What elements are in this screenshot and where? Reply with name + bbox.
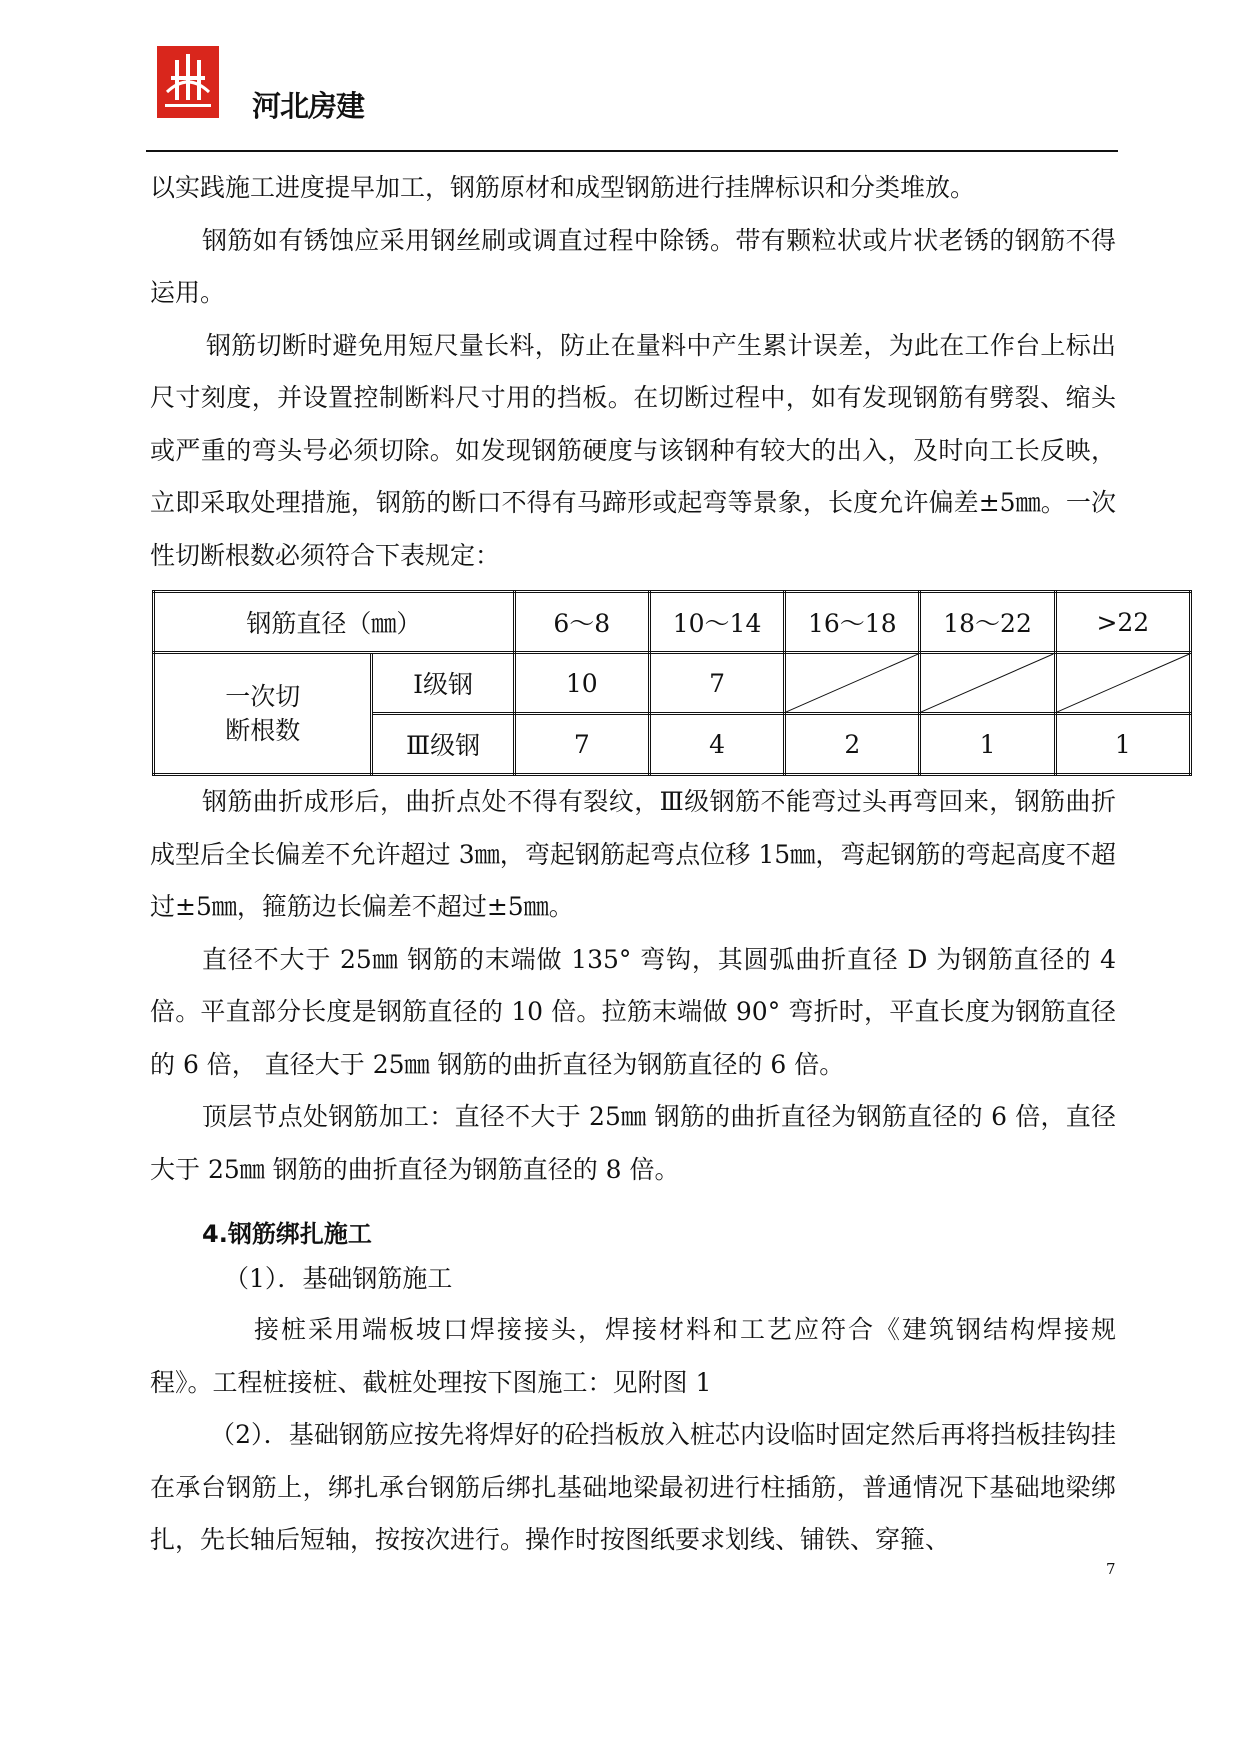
hebei-fangjian-logo-icon: [157, 46, 219, 118]
section-heading: 4.钢筋绑扎施工: [202, 1220, 372, 1248]
paragraph: 钢筋如有锈蚀应采用钢丝刷或调直过程中除锈。带有颗粒状或片状老锈的钢筋不得运用。: [150, 225, 1116, 307]
page-content: [150, 162, 1150, 1567]
table-cell: 7: [514, 714, 649, 775]
row-group-label: [154, 653, 372, 775]
table-cell: 6～8: [514, 592, 649, 653]
paragraph: 钢筋曲折成形后，曲折点处不得有裂纹，Ⅲ级钢筋不能弯过头再弯回来，钢筋曲折成型后全长偏差不允许超过 3㎜，弯起钢筋起弯点位移 15㎜，弯起钢筋的弯起高度不超过±5㎜，箍筋边长偏差不超过±5㎜。: [150, 787, 1116, 921]
row-group-label-line: 一次切: [225, 681, 301, 711]
paragraph: 以实践施工进度提早加工，钢筋原材和成型钢筋进行挂牌标识和分类堆放。: [150, 173, 976, 202]
table-cell: 16～18: [785, 592, 920, 653]
table-cell: 1: [920, 714, 1055, 775]
table-cell: 10～14: [649, 592, 784, 653]
empty-diagonal-cell: [1055, 653, 1190, 714]
grade-label: Ⅲ级钢: [372, 714, 514, 775]
grade-label: Ⅰ级钢: [372, 653, 514, 714]
company-name: 河北房建: [252, 89, 365, 123]
table-cell: 18～22: [920, 592, 1055, 653]
paragraph: 接桩采用端板坡口焊接接头，焊接材料和工艺应符合《建筑钢结构焊接规程》。工程桩接桩、截桩处理按下图施工：见附图 1: [150, 1315, 1116, 1397]
subsection-heading: （1）．基础钢筋施工: [224, 1264, 453, 1293]
page-number: 7: [1106, 1560, 1116, 1578]
table-cell: 10: [514, 653, 649, 714]
table-row: [154, 653, 1191, 714]
table-cell: 4: [649, 714, 784, 775]
cutting-count-table: [152, 590, 1192, 776]
paragraph: （2）．基础钢筋应按先将焊好的砼挡板放入桩芯内设临时固定然后再将挡板挂钩挂在承台钢筋上，绑扎承台钢筋后绑扎基础地梁最初进行柱插筋，普通情况下基础地梁绑扎，先长轴后短轴，按按次进行。操作时按图纸要求划线、铺铁、穿箍、: [150, 1420, 1116, 1554]
empty-diagonal-cell: [920, 653, 1055, 714]
row-group-label-line: 断根数: [225, 715, 301, 745]
table-cell: 7: [649, 653, 784, 714]
empty-diagonal-cell: [785, 653, 920, 714]
paragraph: 钢筋切断时避免用短尺量长料，防止在量料中产生累计误差，为此在工作台上标出尺寸刻度，并设置控制断料尺寸用的挡板。在切断过程中，如有发现钢筋有劈裂、缩头或严重的弯头号必须切除。如发现钢筋硬度与该钢种有较大的出入，及时向工长反映，立即采取处理措施，钢筋的断口不得有马蹄形或起弯等景象，长度允许偏差±5㎜。一次性切断根数必须符合下表规定：: [150, 330, 1116, 570]
table-header-row: [154, 592, 1191, 653]
table-cell: 1: [1055, 714, 1190, 775]
table-header-label: 钢筋直径（㎜）: [154, 592, 515, 653]
table-cell: >22: [1055, 592, 1190, 653]
header-divider: [146, 150, 1118, 152]
paragraph: 直径不大于 25㎜ 钢筋的末端做 135° 弯钩，其圆弧曲折直径 D 为钢筋直径的 4 倍。平直部分长度是钢筋直径的 10 倍。拉筋末端做 90° 弯折时，平直长度为钢筋直径的 6 倍， 直径大于 25㎜ 钢筋的曲折直径为钢筋直径的 6 倍。: [150, 944, 1116, 1079]
company-logo: [157, 46, 219, 118]
table-cell: 2: [785, 714, 920, 775]
paragraph: 顶层节点处钢筋加工：直径不大于 25㎜ 钢筋的曲折直径为钢筋直径的 6 倍，直径大于 25㎜ 钢筋的曲折直径为钢筋直径的 8 倍。: [150, 1102, 1116, 1184]
